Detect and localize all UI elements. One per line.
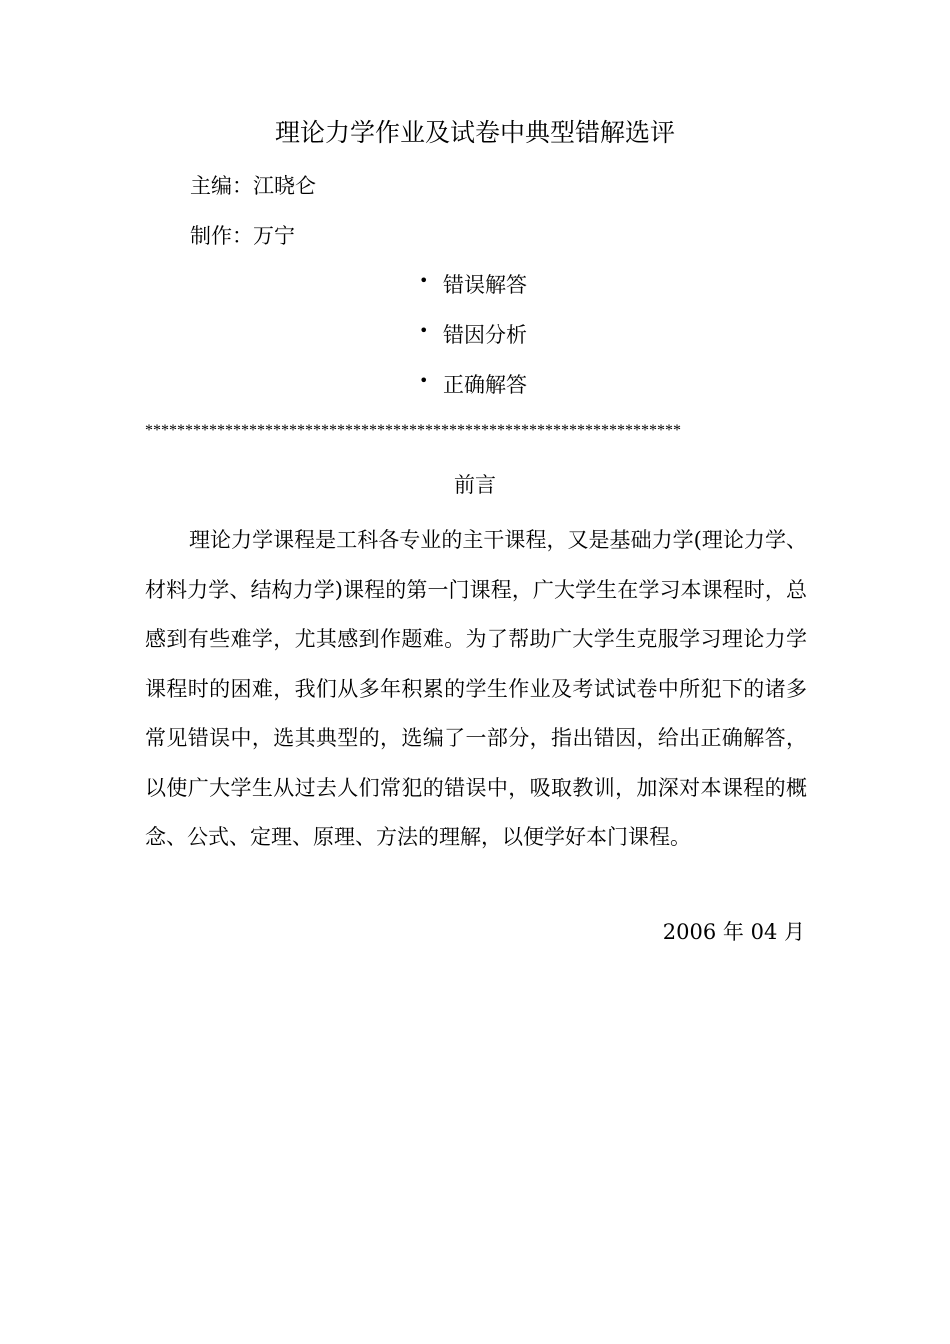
preface-date: 2006 年 04 月 [662, 920, 805, 944]
section-label: 正确解答 [443, 373, 527, 397]
section-label: 错误解答 [443, 273, 527, 297]
section-list-item [417, 370, 527, 420]
preface-body: 理论力学课程是工科各专业的主干课程，又是基础力学(理论力学、材料力学、结构力学)课程的第一门课程，广大学生在学习本课程时，总感到有些难学，尤其感到作题难。为了帮助广大学生克服学习理论力学课程时的困难，我们从多年积累的学生作业及考试试卷中所犯下的诸多常见错误中，选其典型的，选编了一部分，指出错因，给出正确解答，以使广大学生从过去人们常犯的错误中，吸取教训，加深对本课程的概念、公式、定理、原理、方法的理解，以便学好本门课程。 [145, 528, 807, 849]
section-label: 错因分析 [443, 323, 527, 347]
section-list-item [417, 270, 527, 320]
asterisk-separator: ******************************************************************* [145, 422, 681, 439]
section-list-item [417, 320, 527, 370]
editor-line: 主编：江晓仑 [190, 174, 316, 198]
preface-heading: 前言 [454, 473, 496, 497]
producer-line: 制作：万宁 [190, 224, 295, 248]
bullet-icon: • [419, 321, 429, 340]
bullet-icon: • [419, 371, 429, 390]
document-title: 理论力学作业及试卷中典型错解选评 [274, 118, 675, 147]
bullet-icon: • [419, 271, 429, 290]
section-list [417, 270, 527, 420]
